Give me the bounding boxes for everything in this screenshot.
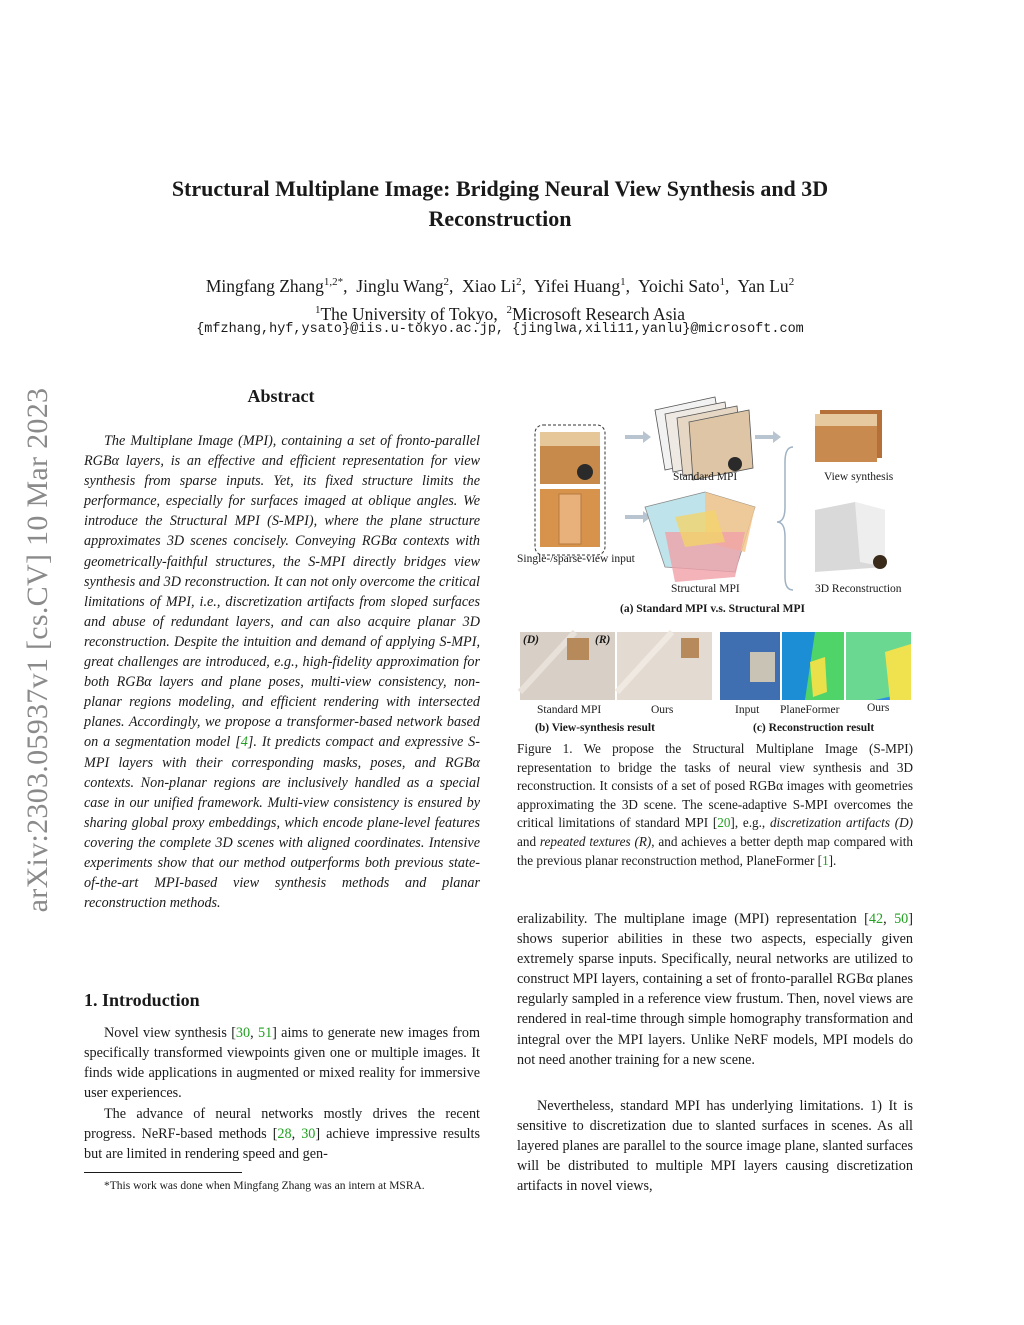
citation-link[interactable]: 51 [257,1025,273,1041]
view-synthesis-label: View synthesis [824,471,894,483]
tag-repeated: (R) [595,634,611,646]
author-list: Mingfang Zhang$^{1,2*}$, Jinglu Wang$^2$, Xiao Li$^2$, Yifei Huang$^1$, Yoichi Sato$^1$, Yan Lu$^2$ [205,275,795,296]
footnote: *This work was done when Mingfang Zhang was an intern at MSRA. [104,1180,425,1192]
tag-discretization: (D) [523,634,539,646]
figure-1 [515,392,915,742]
citation-link[interactable]: 42 [868,911,884,927]
author: Mingfang Zhang$^{1,2*}$ [205,275,344,296]
b-left-label: Standard MPI [537,704,602,716]
c-input-label: Input [735,704,760,716]
author-block [100,270,900,326]
structural-mpi-label: Structural MPI [671,583,740,595]
view-synthesis-result-images [520,632,712,700]
brace-shape [777,447,793,590]
arrow-icon [625,431,651,443]
author: Jinglu Wang$^2$ [356,275,450,296]
citation-link[interactable]: 1 [822,852,829,868]
standard-mpi-label: Standard MPI [673,471,738,483]
reconstruction-label: 3D Reconstruction [815,583,902,595]
section-heading-introduction: 1. Introduction [84,990,200,1010]
citation-link[interactable]: 20 [717,815,731,831]
footnote-rule [84,1172,242,1173]
paper-title: Structural Multiplane Image: Bridging Neural View Synthesis and 3D Reconstruction [171,176,829,231]
citation-link[interactable]: 30 [235,1025,251,1041]
subcaption-b: (b) View-synthesis result [535,722,655,734]
author-emails: {mfzhang,hyf,ysato}@iis.u-tokyo.ac.jp, {jinglwa,xili11,yanlu}@microsoft.com [196,322,804,337]
input-label: Single-/sparse-view input [517,553,635,565]
author: Yoichi Sato$^1$ [638,275,725,296]
view-synthesis-images [815,410,882,462]
intro-paragraph-1: Novel view synthesis [30, 51] aims to generate new images from specifically transformed viewpoints given one or multiple images. It finds wide applications in augmented or mixed reality for immersive user experiences. [84,1025,480,1102]
citation-link[interactable]: 4 [240,734,248,751]
body-paragraph-mpi: eralizability. The multiplane image (MPI) representation [42, 50] shows superior abilities in these two aspects, especially given extremely sparse inputs. Specifically, neural networks are utilized to construct MPI layers, containing a set of fronto-parallel RGBα planes regularly sampled in a reference view frustum. Then, novel views are rendered in real-time through simple homography transformation and integral over the MPI layers. Unlike NeRF models, MPI models do not need another training for a new scene. [517,911,913,1068]
body-paragraph-limitations: Nevertheless, standard MPI has underlying limitations. 1) It is sensitive to discretization due to slanted surfaces in scenes. As all layered planes are parallel to the source image plane, slanted surfaces will be distributed to multiple MPI layers causing discretization artifacts in novel views, [517,1098,913,1195]
arrow-icon [755,431,781,443]
c-ours-label: Ours [867,702,890,714]
b-right-label: Ours [651,704,674,716]
affiliations: $^1$The University of Tokyo, $^2$Microsoft Research Asia [314,303,686,324]
citation-link[interactable]: 28 [277,1126,292,1143]
citation-link[interactable]: 50 [894,911,909,927]
author: Yifei Huang$^1$ [534,275,626,296]
arxiv-id: arXiv:2303.05937v1 [cs.CV] 10 Mar 2023 [21,387,54,913]
standard-mpi-planes [655,397,753,480]
arxiv-stamp [8,350,68,950]
subcaption-c: (c) Reconstruction result [753,722,875,734]
figure-1-caption: Figure 1. We propose the Structural Multiplane Image (S-MPI) representation to bridge the tasks of neural view synthesis and 3D reconstruction. It consists of a set of posed RGBα images with geometries approximating the 3D scene. The scene-adaptive S-MPI overcomes the critical limitations of standard MPI [20], e.g., discretization artifacts (D) and repeated textures (R), and achieves a better depth map compared with the previous planar reconstruction method, PlaneFormer [1]. [517,741,913,868]
citation-link[interactable]: 30 [301,1126,316,1143]
author: Yan Lu$^2$ [737,275,795,296]
c-planeformer-label: PlaneFormer [780,704,840,716]
reconstruction-render [815,502,887,572]
abstract-heading: Abstract [247,386,315,406]
reconstruction-result-images [720,632,911,700]
intro-paragraph-2: The advance of neural networks mostly drives the recent progress. NeRF-based methods [28, 30] achieve impressive results but are limited in rendering speed and gen- [84,1106,480,1163]
subcaption-a: (a) Standard MPI v.s. Structural MPI [620,603,805,615]
author: Xiao Li$^2$ [462,275,522,296]
abstract-text: The Multiplane Image (MPI), containing a set of fronto-parallel RGBα layers, is an effective and efficient representation for view synthesis from sparse inputs. Yet, its fixed structure limits the performance, especially for surfaces imaged at oblique angles. We introduce the Structural MPI (S-MPI), where the plane structure approximates 3D scenes concisely. Conveying RGBα contexts with geometrically-faithful structures, the S-MPI directly bridges view synthesis and 3D reconstruction. It can not only overcome the critical limitations of MPI, i.e., discretization artifacts from sloped surfaces and abuse of redundant layers, and can also acquire planar 3D reconstruction. Despite the intuition and demand of applying S-MPI, great challenges are introduced, e.g., high-fidelity approximation for both RGBα layers and plane poses, multi-view consistency, non-planar regions modeling, and efficient rendering with intersected planes. Accordingly, we propose a transformer-based network based on a segmentation model [4]. It predicts compact and expressive S-MPI layers with their corresponding masks, poses, and RGBα contexts. Non-planar regions are inclusively handled as a special case in our unified framework. Multi-view consistency is ensured by sharing global proxy embeddings, which encode plane-level features covering the complete 3D scenes with aligned coordinates. Intensive experiments show that our method outperforms both previous state-of-the-art MPI-based view synthesis methods and planar reconstruction methods. [84,433,480,912]
structural-mpi-planes [645,492,755,582]
